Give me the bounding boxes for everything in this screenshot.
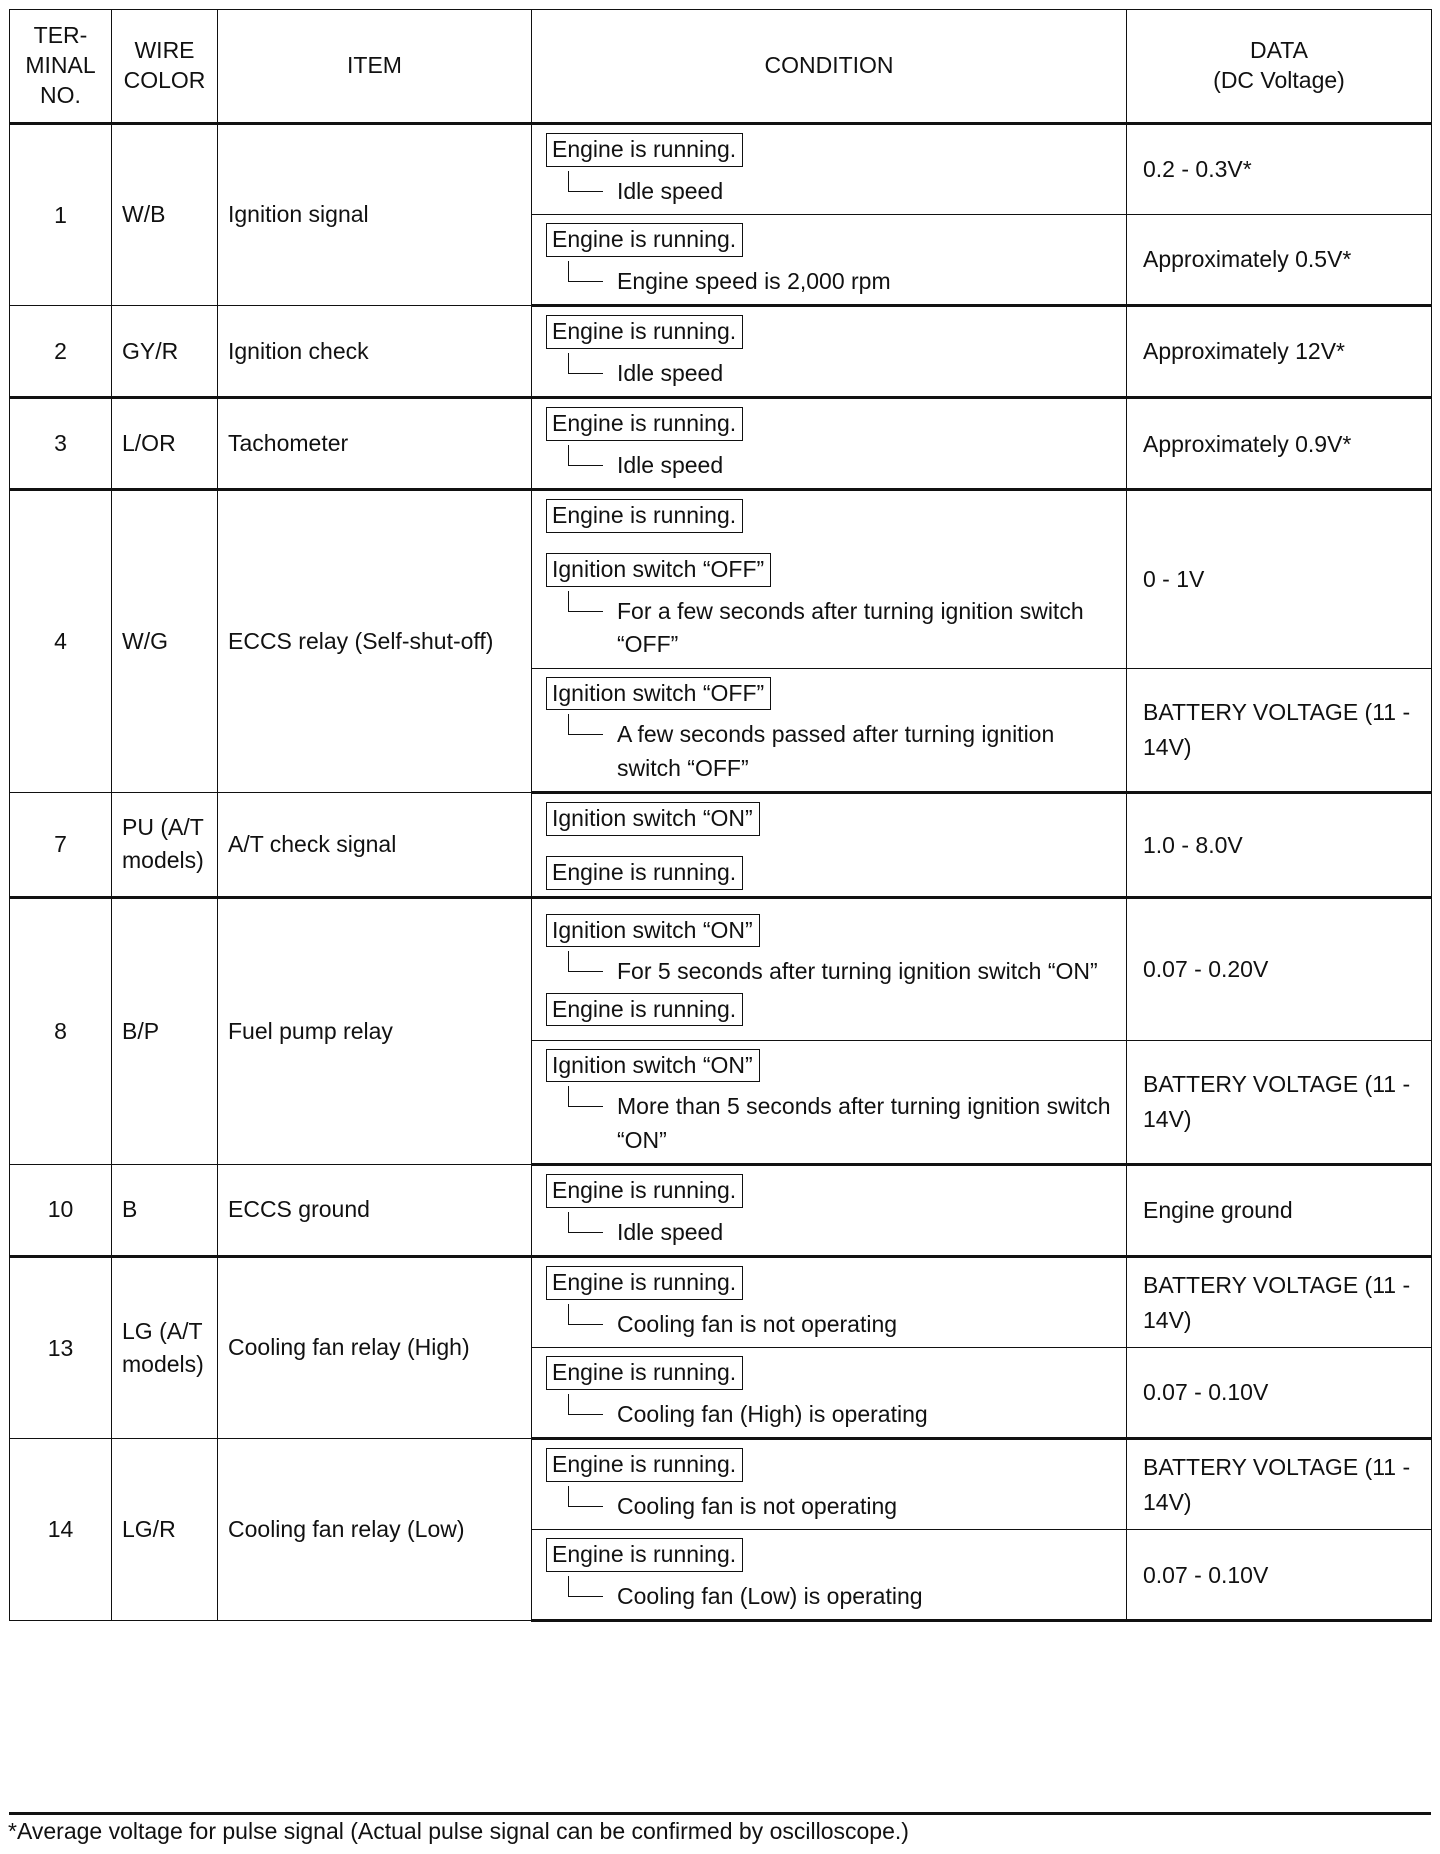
wire-color-cell: LG/R	[112, 1439, 218, 1621]
elbow-connector-icon	[568, 445, 603, 466]
condition-cell	[532, 398, 1127, 490]
header-terminal-no	[10, 10, 112, 124]
condition-subtext: Cooling fan (Low) is operating	[617, 1583, 923, 1610]
terminal-no-cell: 13	[10, 1257, 112, 1439]
condition-cell	[532, 1348, 1127, 1439]
wire-color-cell: B	[112, 1164, 218, 1256]
condition-cell	[532, 215, 1127, 306]
elbow-connector-icon	[568, 1304, 603, 1325]
condition-line	[546, 1448, 1114, 1482]
data-cell: BATTERY VOLTAGE (11 - 14V)	[1127, 1439, 1432, 1530]
condition-sub	[546, 1212, 1114, 1249]
data-cell: Engine ground	[1127, 1164, 1432, 1256]
table-row	[10, 793, 1432, 898]
elbow-connector-icon	[568, 1486, 603, 1507]
header-wire-color	[112, 10, 218, 124]
data-cell: Approximately 0.5V*	[1127, 215, 1432, 306]
item-cell: A/T check signal	[218, 793, 532, 898]
condition-line	[546, 499, 1114, 533]
condition-sub	[546, 1486, 1114, 1523]
condition-subtext: For a few seconds after turning ignition switch “OFF”	[617, 597, 1084, 658]
item-cell: ECCS ground	[218, 1164, 532, 1256]
condition-line	[546, 677, 1114, 711]
data-cell: 0.07 - 0.10V	[1127, 1348, 1432, 1439]
condition-subtext: A few seconds passed after turning ignition switch “OFF”	[617, 721, 1055, 781]
condition-subtext: Cooling fan (High) is operating	[617, 1400, 928, 1427]
data-cell: Approximately 12V*	[1127, 306, 1432, 398]
table-row	[10, 490, 1432, 668]
condition-subtext: Engine speed is 2,000 rpm	[617, 267, 891, 294]
wire-color-cell: GY/R	[112, 306, 218, 398]
condition-subtext: Idle speed	[617, 452, 724, 479]
data-cell: 0.07 - 0.10V	[1127, 1530, 1432, 1621]
wire-color-cell: W/G	[112, 490, 218, 793]
footnote: *Average voltage for pulse signal (Actual pulse signal can be confirmed by oscilloscope.)	[8, 1818, 909, 1844]
condition-cell	[532, 1164, 1127, 1256]
item-cell: Cooling fan relay (Low)	[218, 1439, 532, 1621]
condition-sub	[546, 1394, 1114, 1431]
condition-line	[546, 315, 1114, 349]
condition-cell	[532, 793, 1127, 898]
data-cell: BATTERY VOLTAGE (11 - 14V)	[1127, 1040, 1432, 1164]
condition-box: Engine is running.	[546, 1356, 743, 1390]
elbow-connector-icon	[568, 951, 603, 972]
elbow-connector-icon	[568, 591, 603, 612]
header-data-line: (DC Voltage)	[1213, 67, 1345, 93]
condition-cell	[532, 1040, 1127, 1164]
condition-box: Engine is running.	[546, 315, 743, 349]
elbow-connector-icon	[568, 714, 603, 735]
table-body	[10, 124, 1432, 1621]
header-terminal-line: MINAL	[25, 52, 96, 79]
condition-line	[546, 1266, 1114, 1300]
condition-box: Engine is running.	[546, 993, 743, 1027]
elbow-connector-icon	[568, 353, 603, 374]
table-row	[10, 306, 1432, 398]
table-row	[10, 1164, 1432, 1256]
condition-line	[546, 802, 1114, 836]
elbow-connector-icon	[568, 1394, 603, 1415]
terminal-no-cell: 3	[10, 398, 112, 490]
condition-sub	[546, 1086, 1114, 1157]
data-cell: BATTERY VOLTAGE (11 - 14V)	[1127, 668, 1432, 792]
item-cell: Ignition check	[218, 306, 532, 398]
data-cell: Approximately 0.9V*	[1127, 398, 1432, 490]
terminal-no-cell: 2	[10, 306, 112, 398]
item-cell: Tachometer	[218, 398, 532, 490]
condition-cell	[532, 124, 1127, 215]
header-item: ITEM	[218, 10, 532, 124]
header-wire-line: WIRE	[134, 37, 195, 64]
item-cell: Fuel pump relay	[218, 897, 532, 1164]
condition-subtext: Idle speed	[617, 177, 724, 204]
condition-box: Ignition switch “ON”	[546, 802, 760, 836]
table-row	[10, 1439, 1432, 1530]
item-cell: ECCS relay (Self-shut-off)	[218, 490, 532, 793]
condition-line	[546, 1356, 1114, 1390]
condition-box: Ignition switch “ON”	[546, 914, 760, 948]
table-row	[10, 124, 1432, 215]
condition-sub	[546, 714, 1114, 785]
condition-sub	[546, 1304, 1114, 1341]
data-cell: 0.2 - 0.3V*	[1127, 124, 1432, 215]
condition-cell	[532, 1530, 1127, 1621]
condition-cell	[532, 1439, 1127, 1530]
condition-subtext: Cooling fan is not operating	[617, 1492, 898, 1519]
elbow-connector-icon	[568, 1212, 603, 1233]
condition-box: Engine is running.	[546, 223, 743, 257]
condition-sub	[546, 951, 1114, 988]
header-terminal-line: NO.	[40, 81, 81, 108]
item-cell: Cooling fan relay (High)	[218, 1257, 532, 1439]
condition-box: Engine is running.	[546, 133, 743, 167]
condition-cell	[532, 490, 1127, 668]
condition-cell	[532, 1257, 1127, 1348]
condition-line	[546, 1049, 1114, 1083]
elbow-connector-icon	[568, 1576, 603, 1597]
data-cell: 1.0 - 8.0V	[1127, 793, 1432, 898]
terminal-data-table	[9, 9, 1432, 1622]
wire-color-cell: B/P	[112, 897, 218, 1164]
header-data-line: DATA	[1250, 37, 1308, 64]
condition-sub	[546, 445, 1114, 482]
elbow-connector-icon	[568, 171, 603, 192]
header-terminal-line: TER-	[33, 22, 88, 49]
wire-color-cell: LG (A/T models)	[112, 1257, 218, 1439]
table-row	[10, 398, 1432, 490]
condition-box: Engine is running.	[546, 1448, 743, 1482]
condition-sub	[546, 353, 1114, 390]
condition-box: Ignition switch “ON”	[546, 1049, 760, 1083]
data-cell: 0.07 - 0.20V	[1127, 897, 1432, 1040]
condition-box: Ignition switch “OFF”	[546, 553, 771, 587]
terminal-no-cell: 8	[10, 897, 112, 1164]
condition-line	[546, 914, 1114, 948]
data-cell: BATTERY VOLTAGE (11 - 14V)	[1127, 1257, 1432, 1348]
condition-line	[546, 407, 1114, 441]
condition-line	[546, 1174, 1114, 1208]
wire-color-cell: PU (A/T models)	[112, 793, 218, 898]
elbow-connector-icon	[568, 1086, 603, 1107]
condition-box: Engine is running.	[546, 499, 743, 533]
table-row	[10, 1257, 1432, 1348]
header-condition: CONDITION	[532, 10, 1127, 124]
footnote-divider	[9, 1812, 1431, 1815]
condition-line	[546, 133, 1114, 167]
condition-box: Engine is running.	[546, 1538, 743, 1572]
condition-subtext: More than 5 seconds after turning ignition switch “ON”	[617, 1093, 1111, 1153]
condition-sub	[546, 1576, 1114, 1613]
condition-subtext: Idle speed	[617, 1218, 724, 1245]
condition-cell	[532, 897, 1127, 1040]
condition-line	[546, 856, 1114, 890]
terminal-no-cell: 14	[10, 1439, 112, 1621]
condition-subtext: Cooling fan is not operating	[617, 1310, 898, 1337]
condition-subtext: For 5 seconds after turning ignition switch “ON”	[617, 958, 1098, 985]
data-cell: 0 - 1V	[1127, 490, 1432, 668]
condition-subtext: Idle speed	[617, 359, 724, 386]
table-header-row	[10, 10, 1432, 124]
condition-box: Engine is running.	[546, 1174, 743, 1208]
condition-line	[546, 223, 1114, 257]
condition-box: Engine is running.	[546, 407, 743, 441]
terminal-no-cell: 10	[10, 1164, 112, 1256]
condition-line	[546, 1538, 1114, 1572]
item-cell: Ignition signal	[218, 124, 532, 306]
elbow-connector-icon	[568, 261, 603, 282]
condition-line	[546, 993, 1114, 1027]
condition-box: Ignition switch “OFF”	[546, 677, 771, 711]
condition-box: Engine is running.	[546, 856, 743, 890]
terminal-no-cell: 7	[10, 793, 112, 898]
condition-box: Engine is running.	[546, 1266, 743, 1300]
terminal-no-cell: 1	[10, 124, 112, 306]
condition-line	[546, 553, 1114, 587]
condition-sub	[546, 261, 1114, 298]
condition-sub	[546, 591, 1114, 662]
wire-color-cell: L/OR	[112, 398, 218, 490]
condition-cell	[532, 306, 1127, 398]
header-wire-line: COLOR	[123, 67, 206, 93]
terminal-no-cell: 4	[10, 490, 112, 793]
header-data	[1127, 10, 1432, 124]
table-row	[10, 897, 1432, 1040]
wire-color-cell: W/B	[112, 124, 218, 306]
condition-sub	[546, 171, 1114, 208]
condition-cell	[532, 668, 1127, 792]
